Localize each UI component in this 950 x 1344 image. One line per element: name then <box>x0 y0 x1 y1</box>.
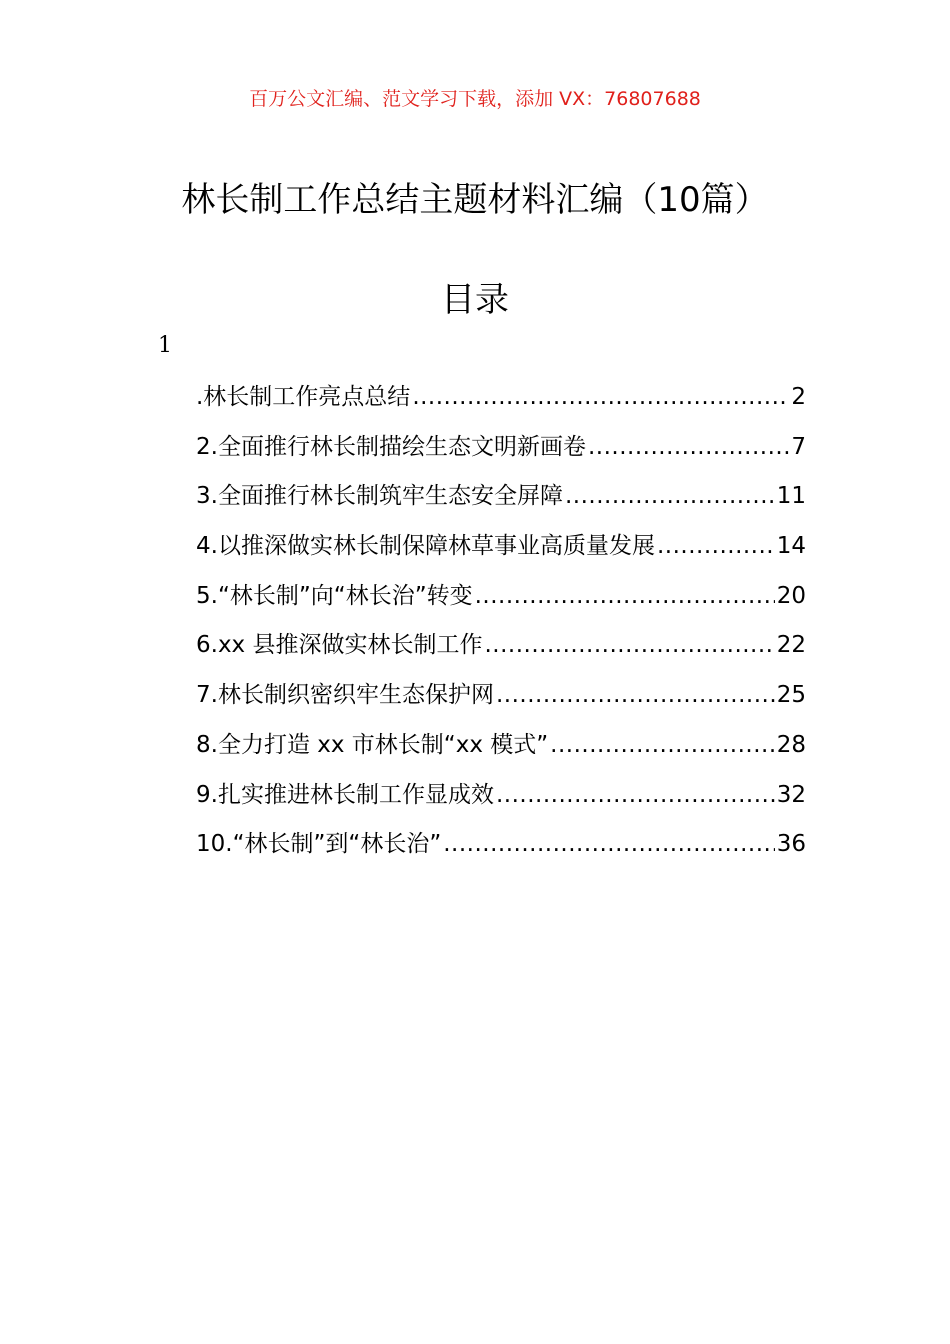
toc-entry-page[interactable]: 22 <box>776 632 806 659</box>
toc-leader-dots <box>443 831 774 857</box>
toc-leader-dots <box>496 782 775 808</box>
toc-entry-title[interactable]: 6.xx 县推深做实林长制工作 <box>196 632 483 659</box>
toc-entry-title[interactable]: 5.“林长制”向“林长治”转变 <box>196 582 473 609</box>
toc-leader-dots <box>496 682 775 708</box>
toc-entry-page[interactable]: 28 <box>776 731 806 758</box>
toc-entry-page[interactable]: 36 <box>776 831 806 858</box>
document-title: 林长制工作总结主题材料汇编（10篇） <box>181 180 769 220</box>
toc-list <box>196 378 806 875</box>
toc-entry-page[interactable]: 7 <box>791 433 806 460</box>
toc-entry-title[interactable]: 4.以推深做实林长制保障林草事业高质量发展 <box>196 533 655 560</box>
toc-entry-title[interactable]: 8.全力打造 xx 市林长制“xx 模式” <box>196 731 549 758</box>
toc-heading: 目录 <box>441 280 509 320</box>
toc-entry-page[interactable]: 14 <box>776 533 806 560</box>
toc-entry[interactable] <box>196 676 806 726</box>
toc-leader-dots <box>484 632 774 658</box>
toc-entry-page[interactable]: 32 <box>776 781 806 808</box>
toc-entry-title[interactable]: 3.全面推行林长制筑牢生态安全屏障 <box>196 483 563 510</box>
toc-entry[interactable] <box>196 577 806 627</box>
toc-entry[interactable] <box>196 527 806 577</box>
toc-entry-page[interactable]: 2 <box>791 384 806 410</box>
toc-entry-title[interactable]: .林长制工作亮点总结 <box>196 384 411 410</box>
toc-entry-title[interactable]: 10.“林长制”到“林长治” <box>196 831 442 858</box>
header-note: 百万公文汇编、范文学习下载，添加 VX：76807688 <box>249 88 701 110</box>
toc-entry[interactable] <box>196 726 806 776</box>
toc-entry-page[interactable]: 11 <box>776 483 806 510</box>
toc-entry[interactable] <box>196 477 806 527</box>
toc-leader-dots <box>550 732 775 758</box>
toc-leader-dots <box>475 583 775 609</box>
page-marker: 1 <box>158 333 172 358</box>
toc-leader-dots <box>565 483 775 509</box>
toc-entry[interactable] <box>196 776 806 826</box>
toc-entry-title[interactable]: 7.林长制织密织牢生态保护网 <box>196 682 494 709</box>
toc-entry-title[interactable]: 2.全面推行林长制描绘生态文明新画卷 <box>196 433 586 460</box>
toc-entry-page[interactable]: 20 <box>776 582 806 609</box>
toc-entry-title[interactable]: 9.扎实推进林长制工作显成效 <box>196 781 494 808</box>
toc-entry[interactable] <box>196 378 806 428</box>
toc-leader-dots <box>412 384 789 410</box>
toc-leader-dots <box>588 434 789 460</box>
toc-entry-page[interactable]: 25 <box>776 682 806 709</box>
toc-leader-dots <box>657 533 775 559</box>
toc-entry[interactable] <box>196 626 806 676</box>
toc-entry[interactable] <box>196 825 806 875</box>
toc-entry[interactable] <box>196 428 806 478</box>
